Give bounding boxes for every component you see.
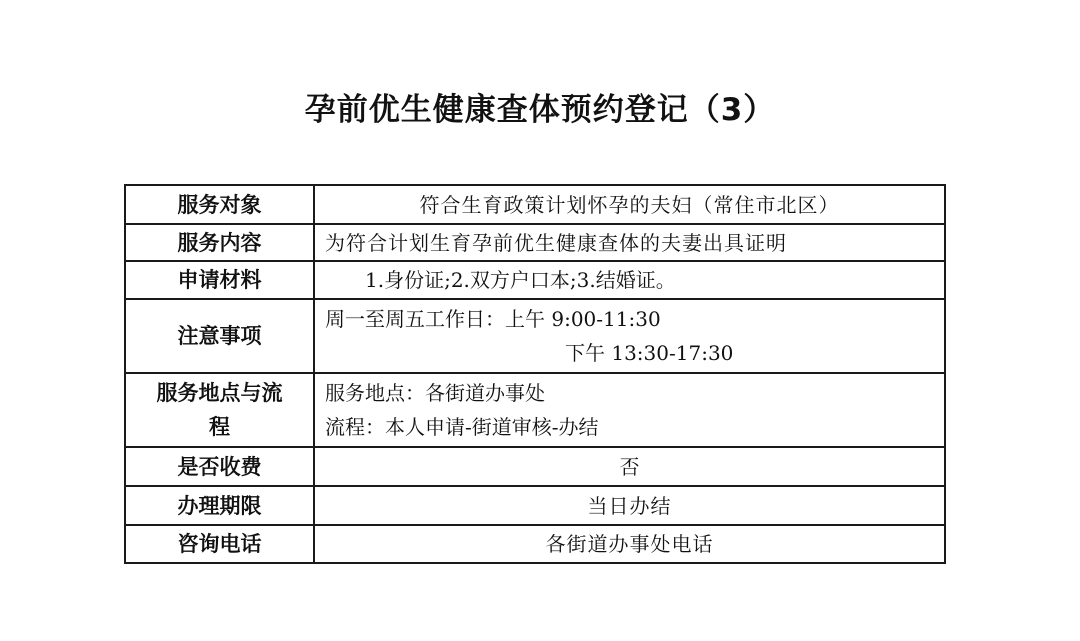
location-label-line-1: 服务地点与流	[156, 381, 283, 405]
row-label-materials: 申请材料	[125, 261, 314, 299]
row-label-location-process	[125, 373, 314, 447]
row-value-fee: 否	[314, 447, 945, 486]
table-row	[125, 486, 945, 525]
table-row	[125, 224, 945, 261]
row-value-materials: 1.身份证;2.双方户口本;3.结婚证。	[365, 268, 676, 292]
service-info-table	[124, 184, 946, 564]
row-label-deadline: 办理期限	[125, 486, 314, 525]
page-title: 孕前优生健康查体预约登记（3）	[304, 92, 776, 128]
row-value-materials-cell	[314, 261, 945, 299]
notes-line-morning: 周一至周五工作日：上午 9:00-11:30	[325, 307, 661, 331]
row-value-service-content: 为符合计划生育孕前优生健康查体的夫妻出具证明	[314, 224, 945, 261]
table-row	[125, 447, 945, 486]
notes-line-afternoon: 下午 13:30-17:30	[565, 341, 734, 365]
row-label-service-target: 服务对象	[125, 185, 314, 224]
row-value-location-process	[314, 373, 945, 447]
table-row	[125, 185, 945, 224]
row-value-service-target: 符合生育政策计划怀孕的夫妇（常住市北区）	[314, 185, 945, 224]
table-row	[125, 525, 945, 563]
process-line: 流程：本人申请-街道审核-办结	[325, 415, 599, 439]
row-label-service-content: 服务内容	[125, 224, 314, 261]
table-row	[125, 261, 945, 299]
row-label-notes: 注意事项	[125, 299, 314, 373]
row-value-notes	[314, 299, 945, 373]
location-line: 服务地点：各街道办事处	[325, 381, 545, 405]
table-row	[125, 373, 945, 447]
table-row	[125, 299, 945, 373]
location-label-line-2: 程	[209, 415, 230, 439]
row-label-fee: 是否收费	[125, 447, 314, 486]
row-value-deadline: 当日办结	[314, 486, 945, 525]
row-label-phone: 咨询电话	[125, 525, 314, 563]
row-value-phone: 各街道办事处电话	[314, 525, 945, 563]
